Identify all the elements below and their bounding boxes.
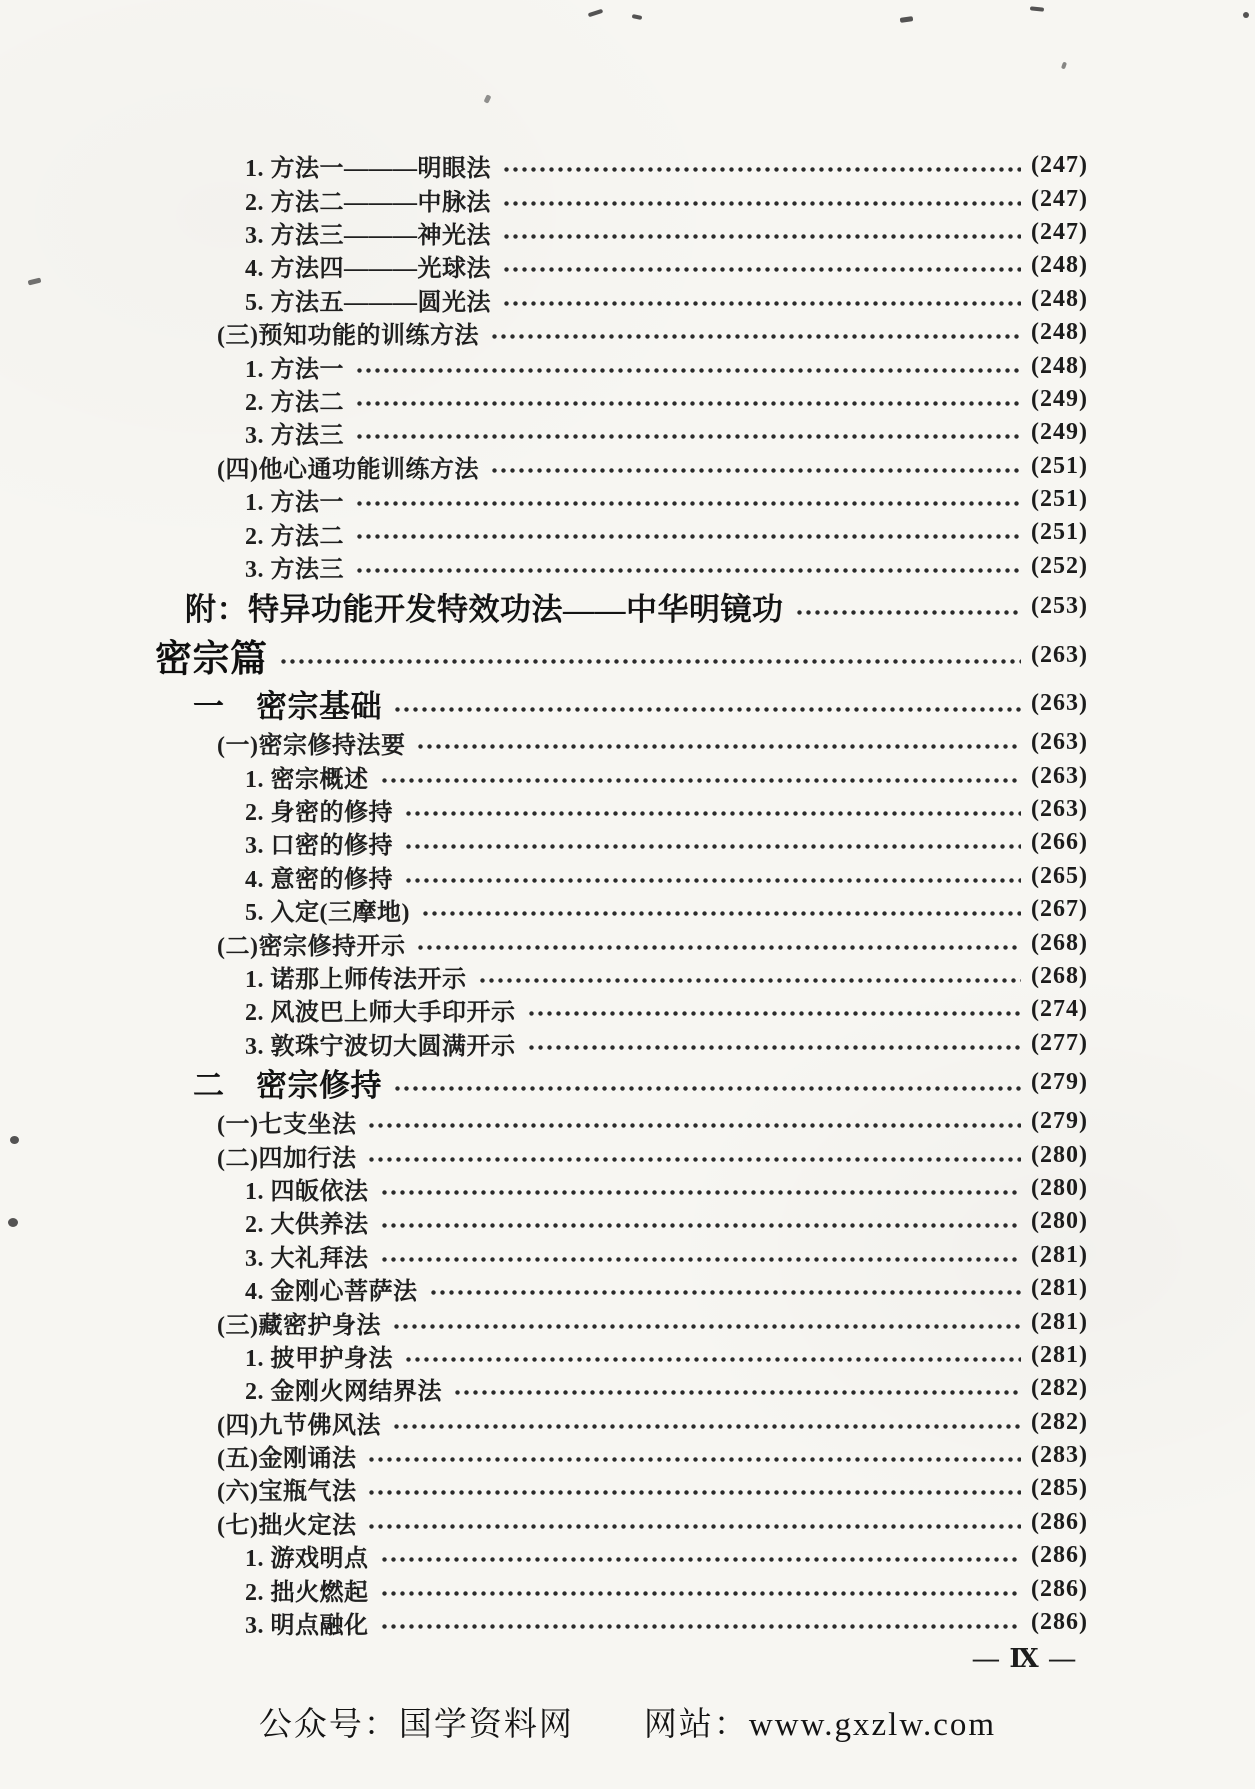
toc-entry [155, 960, 1105, 993]
toc-entry-label: (二)密宗修持开示 [217, 933, 406, 960]
dot-leader [356, 433, 1021, 440]
toc-entry [155, 516, 1105, 549]
toc-entry-page: (251) [1031, 486, 1088, 513]
toc-entry-label: 2. 方法二 [245, 389, 344, 416]
toc-entry-page: (280) [1031, 1208, 1088, 1235]
scan-speck [632, 14, 643, 20]
toc-entry [155, 826, 1105, 859]
toc-entry-page: (263) [1031, 729, 1088, 756]
toc-entry-page: (286) [1031, 1508, 1088, 1535]
toc-entry [155, 416, 1105, 449]
toc-entry-page: (253) [1031, 592, 1088, 619]
toc-entry-page: (263) [1031, 762, 1088, 789]
toc-entry-label: 5. 方法五———圆光法 [245, 289, 491, 316]
toc-entry-page: (248) [1031, 352, 1088, 379]
toc-entry-page: (282) [1031, 1408, 1088, 1435]
toc-entry-page: (248) [1031, 252, 1088, 279]
dot-leader [368, 1456, 1021, 1463]
toc-entry-page: (285) [1031, 1475, 1088, 1502]
scan-speck [1061, 62, 1067, 70]
toc-entry-page: (252) [1031, 552, 1088, 579]
toc-entry-page: (286) [1031, 1609, 1088, 1636]
toc-entry [155, 1138, 1105, 1171]
toc-entry-label: 1. 密宗概述 [245, 766, 369, 793]
toc-entry-label: 1. 游戏明点 [245, 1546, 369, 1573]
toc-entry [155, 1172, 1105, 1205]
toc-entry-label: 密宗篇 [155, 639, 268, 681]
toc-entry-page: (280) [1031, 1141, 1088, 1168]
dot-leader [368, 1156, 1021, 1163]
toc-entry-page: (281) [1031, 1341, 1088, 1368]
dot-leader [430, 1289, 1022, 1296]
toc-entry-label: 4. 方法四———光球法 [245, 256, 491, 283]
toc-entry-page: (283) [1031, 1442, 1088, 1469]
toc-entry-label: 5. 入定(三摩地) [245, 900, 410, 927]
toc-entry-page: (286) [1031, 1575, 1088, 1602]
toc-entry [155, 1472, 1105, 1505]
scan-speck [1243, 12, 1249, 18]
dot-leader [417, 743, 1021, 750]
dot-leader [356, 500, 1021, 507]
toc-entry-label: 2. 拙火燃起 [245, 1579, 369, 1606]
dot-leader [368, 1523, 1021, 1530]
toc-entry [155, 249, 1105, 282]
dot-leader [368, 1122, 1021, 1129]
toc-entry [155, 1439, 1105, 1472]
dot-leader [454, 1389, 1021, 1396]
toc-entry-page: (281) [1031, 1241, 1088, 1268]
dot-leader [393, 1323, 1021, 1330]
toc-entry-label: 一 密宗基础 [193, 689, 382, 725]
dot-leader [491, 333, 1021, 340]
dot-leader [422, 910, 1021, 917]
toc-entry-page: (286) [1031, 1542, 1088, 1569]
toc-entry-page: (279) [1031, 1108, 1088, 1135]
dot-leader [393, 1423, 1021, 1430]
toc-entry-label: 3. 方法三———神光法 [245, 222, 491, 249]
toc-entry-label: (七)拙火定法 [217, 1512, 357, 1539]
toc-entry-page: (268) [1031, 929, 1088, 956]
dot-leader [405, 810, 1021, 817]
toc-entry-page: (263) [1031, 690, 1088, 717]
dot-leader [356, 567, 1021, 574]
dot-leader [381, 1222, 1022, 1229]
toc-entry-page: (279) [1031, 1068, 1088, 1095]
toc-entry [155, 316, 1105, 349]
toc-entry-page: (282) [1031, 1375, 1088, 1402]
toc-entry-label: 1. 诺那上师传法开示 [245, 967, 467, 994]
toc-entry-label: 1. 披甲护身法 [245, 1345, 393, 1372]
scan-speck [1030, 6, 1044, 11]
toc-entry-label: 1. 方法一 [245, 490, 344, 517]
dot-leader [503, 200, 1021, 207]
toc-entry [155, 182, 1105, 215]
toc-entry [155, 349, 1105, 382]
toc-entry-label: 3. 方法三 [245, 423, 344, 450]
toc-entry-page: (281) [1031, 1275, 1088, 1302]
toc-entry-label: (五)金刚诵法 [217, 1446, 357, 1473]
dot-leader [503, 300, 1021, 307]
dot-leader [394, 1085, 1021, 1092]
dot-leader [503, 266, 1021, 273]
toc-entry-label: 3. 口密的修持 [245, 833, 393, 860]
toc-entry-label: (三)藏密护身法 [217, 1312, 381, 1339]
scan-speck [10, 1136, 19, 1144]
toc-entry-page: (248) [1031, 285, 1088, 312]
toc-entry [155, 1572, 1105, 1605]
toc-entry-label: 1. 四皈依法 [245, 1178, 369, 1205]
scan-speck [588, 9, 604, 17]
toc-entry [155, 1606, 1105, 1639]
scan-speck [900, 16, 914, 23]
toc-entry [155, 1305, 1105, 1338]
dot-leader [280, 658, 1022, 665]
dot-leader [356, 400, 1021, 407]
toc-entry [155, 1205, 1105, 1238]
dot-leader [381, 777, 1022, 784]
toc-entry [155, 860, 1105, 893]
page-number-roman: — Ⅸ — [972, 1644, 1078, 1673]
dot-leader [528, 1010, 1022, 1017]
toc-entry-label: 2. 大供养法 [245, 1212, 369, 1239]
toc-entry-page: (263) [1031, 641, 1088, 668]
toc-entry-label: 3. 方法三 [245, 556, 344, 583]
toc-entry [155, 1105, 1105, 1138]
dot-leader [796, 609, 1022, 616]
dot-leader [503, 166, 1021, 173]
toc-entry [155, 1539, 1105, 1572]
toc-entry-page: (274) [1031, 996, 1088, 1023]
toc-entry-page: (267) [1031, 896, 1088, 923]
toc-entry-label: (三)预知功能的训练方法 [217, 323, 479, 350]
toc-entry-label: (六)宝瓶气法 [217, 1479, 357, 1506]
dot-leader [394, 706, 1021, 713]
scan-speck [484, 94, 492, 103]
toc-entry-page: (263) [1031, 796, 1088, 823]
toc-entry-label: 2. 方法二———中脉法 [245, 189, 491, 216]
toc-entry [155, 450, 1105, 483]
toc-entry [155, 793, 1105, 826]
dot-leader [381, 1256, 1022, 1263]
toc-entry [155, 1027, 1105, 1060]
toc-entry-label: (二)四加行法 [217, 1145, 357, 1172]
toc-entry-page: (251) [1031, 519, 1088, 546]
toc-entry-page: (251) [1031, 452, 1088, 479]
toc-list [155, 149, 1105, 1639]
toc-entry-label: 二 密宗修持 [193, 1067, 382, 1103]
toc-entry-label: 4. 金刚心菩萨法 [245, 1279, 418, 1306]
dot-leader [356, 367, 1021, 374]
dot-leader [381, 1623, 1022, 1630]
footer-watermark: 公众号：国学资料网 网站：www.gxzlw.com [258, 1707, 997, 1743]
toc-entry [155, 583, 1105, 629]
toc-entry [155, 993, 1105, 1026]
toc-entry-page: (266) [1031, 829, 1088, 856]
toc-entry-label: (一)密宗修持法要 [217, 733, 406, 760]
toc-entry-label: 3. 明点融化 [245, 1613, 369, 1640]
toc-entry-label: 2. 金刚火网结界法 [245, 1379, 442, 1406]
dot-leader [528, 1044, 1022, 1051]
toc-entry [155, 1406, 1105, 1439]
toc-entry-label: 2. 风波巴上师大手印开示 [245, 1000, 516, 1027]
scan-speck [28, 278, 42, 286]
dot-leader [381, 1590, 1022, 1597]
toc-entry-page: (277) [1031, 1029, 1088, 1056]
toc-entry [155, 1372, 1105, 1405]
toc-entry [155, 216, 1105, 249]
toc-entry-label: 2. 方法二 [245, 523, 344, 550]
toc-entry-page: (249) [1031, 385, 1088, 412]
dot-leader [381, 1189, 1022, 1196]
toc-entry [155, 629, 1105, 681]
toc-entry [155, 759, 1105, 792]
dot-leader [491, 467, 1021, 474]
toc-entry-page: (268) [1031, 963, 1088, 989]
scan-speck [8, 1218, 18, 1227]
toc-entry-page: (265) [1031, 862, 1088, 889]
dot-leader [405, 1356, 1021, 1363]
toc-entry-page: (247) [1031, 185, 1088, 212]
toc-entry-label: 1. 方法一———明眼法 [245, 156, 491, 183]
toc-entry-label: 2. 身密的修持 [245, 800, 393, 827]
toc-entry [155, 283, 1105, 316]
toc-entry-label: 4. 意密的修持 [245, 866, 393, 893]
toc-entry-label: 3. 大礼拜法 [245, 1245, 369, 1272]
dot-leader [356, 533, 1021, 540]
toc-entry [155, 149, 1105, 182]
toc-entry [155, 1272, 1105, 1305]
toc-entry [155, 681, 1105, 726]
toc-entry [155, 550, 1105, 583]
toc-entry [155, 383, 1105, 416]
toc-entry-label: (四)九节佛风法 [217, 1412, 381, 1439]
toc-entry [155, 483, 1105, 516]
toc-entry-label: 3. 敦珠宁波切大圆满开示 [245, 1033, 516, 1060]
toc-entry-page: (247) [1031, 152, 1088, 179]
dot-leader [381, 1556, 1022, 1563]
toc-entry [155, 726, 1105, 759]
toc-entry-page: (281) [1031, 1308, 1088, 1335]
toc-entry-page: (248) [1031, 319, 1088, 346]
toc-entry [155, 1060, 1105, 1105]
dot-leader [405, 877, 1021, 884]
toc-entry [155, 926, 1105, 959]
toc-entry-label: 1. 方法一 [245, 356, 344, 383]
toc-entry-label: 附：特异功能开发特效功法——中华明镜功 [185, 591, 784, 627]
toc-entry-page: (280) [1031, 1174, 1088, 1201]
toc-entry [155, 1239, 1105, 1272]
dot-leader [503, 233, 1021, 240]
toc-entry-label: (四)他心通功能训练方法 [217, 456, 479, 483]
dot-leader [479, 977, 1022, 984]
dot-leader [417, 944, 1021, 951]
toc-entry [155, 1506, 1105, 1539]
toc-entry-page: (247) [1031, 218, 1088, 245]
toc-entry-label: (一)七支坐法 [217, 1112, 357, 1139]
toc-entry-page: (249) [1031, 419, 1088, 446]
dot-leader [405, 843, 1021, 850]
dot-leader [368, 1489, 1021, 1496]
toc-entry [155, 893, 1105, 926]
toc-entry [155, 1339, 1105, 1372]
